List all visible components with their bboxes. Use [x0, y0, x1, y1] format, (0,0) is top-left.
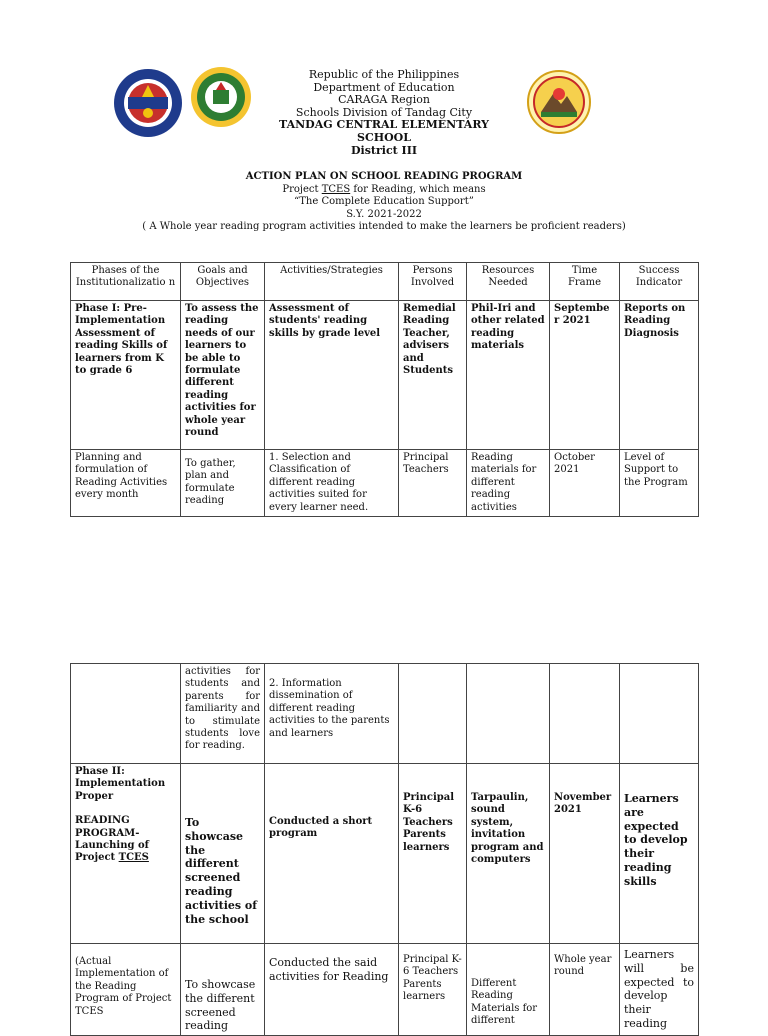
- action-plan-table-page1: [70, 262, 699, 517]
- table-row: [71, 301, 699, 450]
- document-title-block: [0, 171, 768, 234]
- cell-time: November 2021: [550, 764, 620, 944]
- cell-activity: Assessment of students' reading skills by grade level: [265, 301, 399, 450]
- cell-phase: [71, 764, 181, 944]
- cell-time: [550, 664, 620, 764]
- header-phases: Phases of the Institutionalizatio n: [71, 263, 181, 301]
- cell-phase: (Actual Implementation of the Reading Program of Project TCES: [71, 944, 181, 1036]
- program-note: ( A Whole year reading program activities intended to make the learners be proficient readers): [142, 221, 626, 232]
- district-line: District III: [350, 143, 417, 157]
- phase-subtitle: READING PROGRAM- Launching of Project: [75, 815, 149, 864]
- header-activities: Activities/Strategies: [265, 263, 399, 301]
- cell-indicator: Learners are expected to develop their reading skills: [620, 764, 699, 944]
- cell-goal: To gather, plan and formulate reading: [181, 450, 265, 517]
- table-row: [71, 450, 699, 517]
- letterhead: [0, 69, 768, 157]
- table-row: [71, 944, 699, 1036]
- cell-activity: 1. Selection and Classification of different reading activities suited for every learner need.: [265, 450, 399, 517]
- project-line: Project TCES for Reading, which means: [282, 183, 486, 195]
- cell-phase: [71, 664, 181, 764]
- cell-indicator: Level of Support to the Program: [620, 450, 699, 517]
- cell-time: October 2021: [550, 450, 620, 517]
- header-success-indicator: Success Indicator: [620, 263, 699, 301]
- cell-resources: Reading materials for different reading activities: [467, 450, 550, 517]
- phase-title: Phase II: Implementation Proper: [75, 766, 166, 802]
- cell-goal: To assess the reading needs of our learners to be able to formulate different reading activities for whole year round: [181, 301, 265, 450]
- region-line: CARAGA Region: [338, 93, 430, 107]
- project-meaning: “The Complete Education Support”: [294, 196, 474, 207]
- header-time-frame: Time Frame: [550, 263, 620, 301]
- cell-activity: Conducted a short program: [265, 764, 399, 944]
- division-line: Schools Division of Tandag City: [295, 105, 473, 119]
- cell-persons: Remedial Reading Teacher, advisers and Students: [399, 301, 467, 450]
- cell-resources: [467, 664, 550, 764]
- header-goals: Goals and Objectives: [181, 263, 265, 301]
- cell-indicator: Learners will be expected to develop their reading: [620, 944, 699, 1036]
- cell-goal: To showcase the different screened reading: [181, 944, 265, 1036]
- action-plan-table-page2: [70, 663, 699, 1036]
- cell-persons: Principal K-6 Teachers Parents learners: [399, 944, 467, 1036]
- header-resources: Resources Needed: [467, 263, 550, 301]
- cell-persons: Principal Teachers: [399, 450, 467, 517]
- cell-time: Whole year round: [550, 944, 620, 1036]
- cell-indicator: [620, 664, 699, 764]
- cell-indicator: Reports on Reading Diagnosis: [620, 301, 699, 450]
- project-acronym: TCES: [118, 852, 149, 864]
- table-header-row: [71, 263, 699, 301]
- cell-phase: Phase I: Pre-Implementation Assessment of reading Skills of learners from K to grade 6: [71, 301, 181, 450]
- school-name-line2: SCHOOL: [357, 130, 411, 144]
- cell-phase: Planning and formulation of Reading Activities every month: [71, 450, 181, 517]
- cell-persons: [399, 664, 467, 764]
- table-row: [71, 664, 699, 764]
- cell-persons: Principal K-6 Teachers Parents learners: [399, 764, 467, 944]
- cell-resources: Different Reading Materials for different: [467, 944, 550, 1036]
- cell-resources: Tarpaulin, sound system, invitation program and computers: [467, 764, 550, 944]
- school-name-line1: TANDAG CENTRAL ELEMENTARY: [279, 118, 489, 132]
- department-line: Department of Education: [313, 80, 455, 94]
- table-row: [71, 764, 699, 944]
- school-year: S.Y. 2021-2022: [346, 208, 422, 220]
- header-persons: Persons Involved: [399, 263, 467, 301]
- cell-activity: Conducted the said activities for Reading: [265, 944, 399, 1036]
- cell-time: Septembe r 2021: [550, 301, 620, 450]
- cell-resources: Phil-Iri and other related reading materials: [467, 301, 550, 450]
- cell-goal: To showcase the different screened reading activities of the school: [181, 764, 265, 944]
- document-title: ACTION PLAN ON SCHOOL READING PROGRAM: [245, 171, 523, 182]
- cell-activity: 2. Information dissemination of different reading activities to the parents and learners: [265, 664, 399, 764]
- country-line: Republic of the Philippines: [308, 68, 460, 81]
- cell-goal: activities for students and parents for familiarity and to stimulate students love for reading.: [181, 664, 265, 764]
